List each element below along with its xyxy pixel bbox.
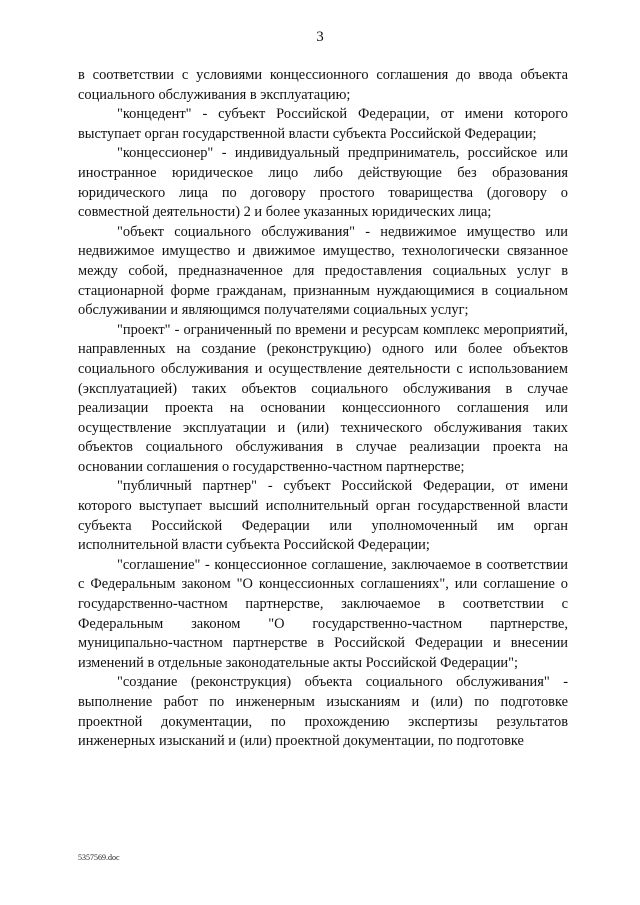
paragraph-construction-definition: "создание (реконструкция) объекта социального обслуживания" - выполнение работ по инженерным изысканиям и (или) по подготовке проектной документации, по прохождению экспертизы результатов инженерных изысканий и (или) проектной документации, по подготовке (78, 674, 568, 750)
paragraph-agreement-definition: "соглашение" - концессионное соглашение, заключаемое в соответствии с Федеральным законом "О концессионных соглашениях", или соглашение о государственно-частном партнерстве, заключаемое в соответствии с Федеральным законом "О государственно-частном партнерстве, муниципально-частном партнерстве в Российской Федерации и внесении изменений в отдельные законодательные акты Российской Федерации"; (78, 556, 568, 671)
paragraph-kontsessioner-definition: "концессионер" - индивидуальный предприниматель, российское или иностранное юридическое лицо либо действующие без образования юридического лица по договору простого товарищества (договору о совместной деятельности) 2 и более указанных юридических лица; (78, 145, 568, 221)
paragraph-project-definition: "проект" - ограниченный по времени и ресурсам комплекс мероприятий, направленных на создание (реконструкцию) одного или более объектов социального обслуживания и осуществление деятельности с использованием (эксплуатацией) таких объектов социального обслуживания в случае реализации проекта на основании концессионного соглашения или осуществление эксплуатации и (или) технического обслуживания таких объектов социального обслуживания в случае реализации проекта на основании соглашения о государственно-частном партнерстве; (78, 321, 568, 475)
paragraph-continuation: в соответствии с условиями концессионного соглашения до ввода объекта социального обслуживания в эксплуатацию; (78, 67, 568, 103)
page-number: 3 (316, 29, 324, 45)
footer-document-code: 5357569.doc (78, 853, 120, 862)
document-body (78, 66, 568, 752)
paragraph-public-partner-definition: "публичный партнер" - субъект Российской Федерации, от имени которого выступает высший исполнительный орган государственной власти субъекта Российской Федерации или уполномоченный им орган исполнительной власти субъекта Российской Федерации; (78, 478, 568, 554)
paragraph-kontsedent-definition: "концедент" - субъект Российской Федерации, от имени которого выступает орган государственной власти субъекта Российской Федерации; (78, 106, 568, 142)
paragraph-social-service-object-definition: "объект социального обслуживания" - недвижимое имущество или недвижимое имущество и движимое имущество, технологически связанное между собой, предназначенное для предоставления социальных услуг в стационарной форме гражданам, признанным нуждающимися в социальном обслуживании и являющимся получателями социальных услуг; (78, 223, 568, 319)
